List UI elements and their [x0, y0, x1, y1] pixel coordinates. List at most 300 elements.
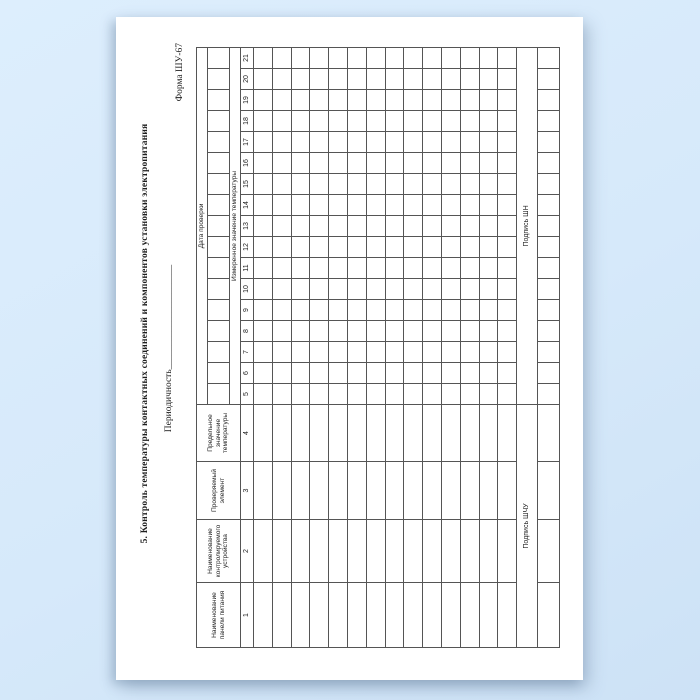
data-cell: [423, 195, 442, 216]
column-number-cell: 1: [241, 583, 254, 648]
data-cell: [291, 174, 310, 195]
data-cell: [441, 321, 460, 342]
data-cell: [538, 279, 560, 300]
data-cell: [423, 321, 442, 342]
data-cell: [310, 583, 329, 648]
data-cell: [498, 111, 517, 132]
data-cell: [538, 321, 560, 342]
data-cell: [291, 195, 310, 216]
data-cell: [254, 132, 273, 153]
data-cell: [538, 47, 560, 68]
data-cell: [385, 342, 404, 363]
data-cell: [538, 384, 560, 405]
data-cell: [404, 237, 423, 258]
data-cell: [310, 153, 329, 174]
data-cell: [538, 300, 560, 321]
data-cell: [404, 321, 423, 342]
data-cell: [423, 237, 442, 258]
data-cell: [291, 153, 310, 174]
data-cell: [498, 583, 517, 648]
data-cell: [310, 216, 329, 237]
data-cell: [310, 520, 329, 583]
data-cell: [272, 195, 291, 216]
data-cell: [538, 462, 560, 520]
data-cell: [347, 69, 366, 90]
form-number-label: Форма ШУ-67: [175, 43, 185, 102]
data-cell: [291, 405, 310, 462]
data-cell: [329, 583, 348, 648]
data-cell: [310, 111, 329, 132]
data-row: [498, 47, 517, 647]
column-number-cell: 17: [241, 132, 254, 153]
date-entry-cell: [208, 153, 230, 174]
data-cell: [423, 520, 442, 583]
data-cell: [385, 363, 404, 384]
column-number-cell: 18: [241, 111, 254, 132]
col-header-panel-name: Наименование панели питания: [197, 583, 241, 648]
data-cell: [385, 258, 404, 279]
data-cell: [310, 132, 329, 153]
data-cell: [404, 405, 423, 462]
data-cell: [423, 342, 442, 363]
data-cell: [366, 90, 385, 111]
column-number-cell: 11: [241, 258, 254, 279]
data-cell: [479, 111, 498, 132]
data-cell: [329, 279, 348, 300]
data-cell: [329, 258, 348, 279]
date-entry-cell: [208, 216, 230, 237]
col-header-checked-element: Проверяемый элемент: [197, 462, 241, 520]
data-cell: [310, 195, 329, 216]
data-cell: [441, 384, 460, 405]
column-number-cell: 2: [241, 520, 254, 583]
data-cell: [498, 90, 517, 111]
data-cell: [366, 300, 385, 321]
data-cell: [538, 69, 560, 90]
data-cell: [460, 300, 479, 321]
date-entry-cell: [208, 69, 230, 90]
data-cell: [254, 583, 273, 648]
data-cell: [347, 300, 366, 321]
data-cell: [460, 69, 479, 90]
data-cell: [310, 405, 329, 462]
data-cell: [441, 342, 460, 363]
date-entry-cell: [208, 363, 230, 384]
data-cell: [329, 174, 348, 195]
data-cell: [272, 583, 291, 648]
date-entry-cell: [208, 237, 230, 258]
data-cell: [538, 111, 560, 132]
data-cell: [272, 47, 291, 68]
data-cell: [347, 279, 366, 300]
column-number-cell: 15: [241, 174, 254, 195]
data-cell: [272, 132, 291, 153]
data-cell: [385, 279, 404, 300]
temperature-control-table: [196, 47, 560, 648]
group-header-row: [197, 47, 208, 647]
data-cell: [347, 195, 366, 216]
data-cell: [385, 174, 404, 195]
data-cell: [329, 462, 348, 520]
data-cell: [460, 321, 479, 342]
column-number-cell: 14: [241, 195, 254, 216]
data-cell: [479, 279, 498, 300]
data-cell: [538, 237, 560, 258]
data-cell: [460, 216, 479, 237]
data-cell: [404, 47, 423, 68]
data-cell: [460, 195, 479, 216]
data-cell: [291, 462, 310, 520]
data-row: [329, 47, 348, 647]
data-cell: [347, 174, 366, 195]
data-cell: [272, 111, 291, 132]
data-cell: [404, 132, 423, 153]
data-cell: [347, 258, 366, 279]
data-row: [272, 47, 291, 647]
date-entry-cell: [208, 342, 230, 363]
data-cell: [404, 462, 423, 520]
data-cell: [310, 69, 329, 90]
data-cell: [423, 132, 442, 153]
data-cell: [347, 405, 366, 462]
final-empty-row: [538, 47, 560, 647]
data-cell: [441, 279, 460, 300]
data-cell: [347, 237, 366, 258]
data-cell: [498, 258, 517, 279]
data-cell: [441, 69, 460, 90]
date-entry-cell: [208, 300, 230, 321]
data-cell: [498, 216, 517, 237]
column-number-cell: 7: [241, 342, 254, 363]
column-number-cell: 5: [241, 384, 254, 405]
data-cell: [498, 300, 517, 321]
data-cell: [538, 342, 560, 363]
data-cell: [423, 69, 442, 90]
data-cell: [347, 462, 366, 520]
column-number-cell: 13: [241, 216, 254, 237]
data-cell: [254, 342, 273, 363]
data-cell: [460, 405, 479, 462]
data-cell: [329, 195, 348, 216]
data-cell: [347, 384, 366, 405]
data-cell: [347, 583, 366, 648]
data-cell: [538, 216, 560, 237]
data-cell: [291, 216, 310, 237]
data-cell: [460, 363, 479, 384]
data-cell: [404, 583, 423, 648]
data-cell: [423, 174, 442, 195]
data-cell: [441, 111, 460, 132]
data-cell: [366, 111, 385, 132]
column-number-cell: 8: [241, 321, 254, 342]
data-cell: [329, 363, 348, 384]
column-number-cell: 20: [241, 69, 254, 90]
data-cell: [291, 279, 310, 300]
col-header-controlled-device: Наименование контролируемого устройства: [197, 520, 241, 583]
data-cell: [366, 69, 385, 90]
data-cell: [479, 132, 498, 153]
data-cell: [498, 47, 517, 68]
data-cell: [479, 462, 498, 520]
data-cell: [366, 132, 385, 153]
data-cell: [254, 520, 273, 583]
data-cell: [498, 342, 517, 363]
data-cell: [538, 195, 560, 216]
data-cell: [479, 47, 498, 68]
data-cell: [441, 90, 460, 111]
data-cell: [479, 195, 498, 216]
data-row: [479, 47, 498, 647]
data-cell: [310, 174, 329, 195]
periodicity-fill-in-line: Периодичность______________________: [164, 264, 174, 433]
data-cell: [479, 69, 498, 90]
data-cell: [479, 363, 498, 384]
data-cell: [366, 237, 385, 258]
data-cell: [329, 384, 348, 405]
data-cell: [538, 583, 560, 648]
data-cell: [460, 153, 479, 174]
date-entry-cell: [208, 111, 230, 132]
data-cell: [347, 47, 366, 68]
column-number-cell: 12: [241, 237, 254, 258]
data-cell: [254, 111, 273, 132]
date-group-header: Дата проверки: [197, 47, 208, 404]
data-cell: [310, 384, 329, 405]
data-cell: [254, 258, 273, 279]
data-cell: [366, 174, 385, 195]
data-cell: [538, 363, 560, 384]
data-cell: [310, 47, 329, 68]
data-cell: [310, 342, 329, 363]
data-cell: [272, 321, 291, 342]
data-cell: [329, 237, 348, 258]
data-cell: [538, 520, 560, 583]
data-cell: [347, 321, 366, 342]
data-cell: [423, 153, 442, 174]
data-cell: [366, 384, 385, 405]
date-entry-cell: [208, 47, 230, 68]
data-cell: [272, 216, 291, 237]
data-row: [441, 47, 460, 647]
signature-row: [517, 47, 538, 647]
data-row: [310, 47, 329, 647]
col-header-temperature-limit: Предельное значение температуры: [197, 405, 241, 462]
data-cell: [498, 237, 517, 258]
data-cell: [366, 216, 385, 237]
data-cell: [291, 321, 310, 342]
data-cell: [291, 363, 310, 384]
data-cell: [404, 90, 423, 111]
data-cell: [272, 342, 291, 363]
data-cell: [366, 279, 385, 300]
data-cell: [310, 363, 329, 384]
data-cell: [254, 174, 273, 195]
data-cell: [347, 342, 366, 363]
data-cell: [423, 405, 442, 462]
data-cell: [479, 90, 498, 111]
data-cell: [329, 153, 348, 174]
data-cell: [385, 300, 404, 321]
data-cell: [441, 300, 460, 321]
data-cell: [254, 384, 273, 405]
data-row: [404, 47, 423, 647]
data-row: [291, 47, 310, 647]
data-cell: [366, 520, 385, 583]
data-row: [347, 47, 366, 647]
data-cell: [423, 90, 442, 111]
data-cell: [329, 405, 348, 462]
data-cell: [479, 405, 498, 462]
column-number-cell: 3: [241, 462, 254, 520]
data-cell: [366, 321, 385, 342]
data-cell: [366, 153, 385, 174]
data-cell: [460, 583, 479, 648]
data-cell: [479, 520, 498, 583]
data-cell: [460, 237, 479, 258]
data-cell: [538, 258, 560, 279]
data-cell: [385, 69, 404, 90]
data-cell: [498, 520, 517, 583]
data-cell: [385, 195, 404, 216]
data-cell: [479, 583, 498, 648]
data-cell: [347, 363, 366, 384]
data-cell: [460, 462, 479, 520]
data-cell: [460, 174, 479, 195]
data-cell: [385, 462, 404, 520]
data-cell: [291, 384, 310, 405]
data-cell: [498, 174, 517, 195]
date-entry-cell: [208, 384, 230, 405]
data-row: [385, 47, 404, 647]
data-cell: [291, 300, 310, 321]
data-cell: [460, 111, 479, 132]
data-cell: [385, 132, 404, 153]
data-row: [366, 47, 385, 647]
data-cell: [347, 90, 366, 111]
data-cell: [272, 405, 291, 462]
data-cell: [254, 237, 273, 258]
data-cell: [479, 237, 498, 258]
data-cell: [366, 363, 385, 384]
data-cell: [366, 47, 385, 68]
data-cell: [291, 69, 310, 90]
data-cell: [460, 279, 479, 300]
data-cell: [441, 258, 460, 279]
data-cell: [291, 583, 310, 648]
data-cell: [310, 237, 329, 258]
data-cell: [460, 47, 479, 68]
data-cell: [404, 279, 423, 300]
data-cell: [254, 321, 273, 342]
data-cell: [366, 405, 385, 462]
data-cell: [272, 69, 291, 90]
column-number-cell: 10: [241, 279, 254, 300]
data-cell: [441, 153, 460, 174]
data-cell: [460, 384, 479, 405]
data-cell: [441, 216, 460, 237]
data-cell: [291, 258, 310, 279]
data-cell: [498, 462, 517, 520]
data-cell: [366, 462, 385, 520]
data-cell: [385, 321, 404, 342]
data-cell: [498, 279, 517, 300]
data-cell: [272, 237, 291, 258]
column-number-cell: 19: [241, 90, 254, 111]
data-cell: [254, 363, 273, 384]
date-entry-cell: [208, 132, 230, 153]
column-number-cell: 21: [241, 47, 254, 68]
data-cell: [329, 300, 348, 321]
data-cell: [272, 174, 291, 195]
data-cell: [498, 384, 517, 405]
column-number-cell: 6: [241, 363, 254, 384]
data-cell: [479, 153, 498, 174]
data-cell: [404, 216, 423, 237]
data-cell: [329, 90, 348, 111]
date-entry-cell: [208, 174, 230, 195]
data-cell: [347, 520, 366, 583]
data-cell: [479, 258, 498, 279]
data-cell: [329, 111, 348, 132]
data-cell: [254, 90, 273, 111]
data-cell: [272, 384, 291, 405]
data-cell: [479, 216, 498, 237]
data-cell: [423, 279, 442, 300]
column-number-cell: 16: [241, 153, 254, 174]
data-cell: [441, 363, 460, 384]
document-page: [116, 17, 583, 680]
data-cell: [385, 520, 404, 583]
data-cell: [538, 90, 560, 111]
data-cell: [272, 462, 291, 520]
data-cell: [498, 132, 517, 153]
date-entry-cell: [208, 90, 230, 111]
data-cell: [460, 90, 479, 111]
data-cell: [385, 153, 404, 174]
data-cell: [498, 69, 517, 90]
data-cell: [404, 174, 423, 195]
data-cell: [329, 321, 348, 342]
date-entry-cell: [208, 195, 230, 216]
data-cell: [385, 216, 404, 237]
date-entry-cell: [208, 321, 230, 342]
column-number-cell: 9: [241, 300, 254, 321]
data-cell: [272, 520, 291, 583]
data-cell: [366, 342, 385, 363]
data-cell: [460, 342, 479, 363]
form-title: 5. Контроль температуры контактных соединений и компонентов установки электропитания: [140, 123, 150, 544]
data-cell: [404, 342, 423, 363]
data-cell: [423, 384, 442, 405]
data-cell: [538, 153, 560, 174]
data-row: [254, 47, 273, 647]
column-numbers-row: [241, 47, 254, 647]
data-cell: [498, 405, 517, 462]
signature-left-cell: Подпись ШЧУ: [517, 405, 538, 648]
data-cell: [291, 342, 310, 363]
data-cell: [310, 462, 329, 520]
data-cell: [254, 47, 273, 68]
data-cell: [460, 520, 479, 583]
data-cell: [329, 520, 348, 583]
data-cell: [254, 195, 273, 216]
page-content: [116, 17, 583, 680]
data-row: [423, 47, 442, 647]
data-cell: [385, 405, 404, 462]
data-cell: [498, 363, 517, 384]
data-cell: [538, 174, 560, 195]
data-cell: [329, 342, 348, 363]
